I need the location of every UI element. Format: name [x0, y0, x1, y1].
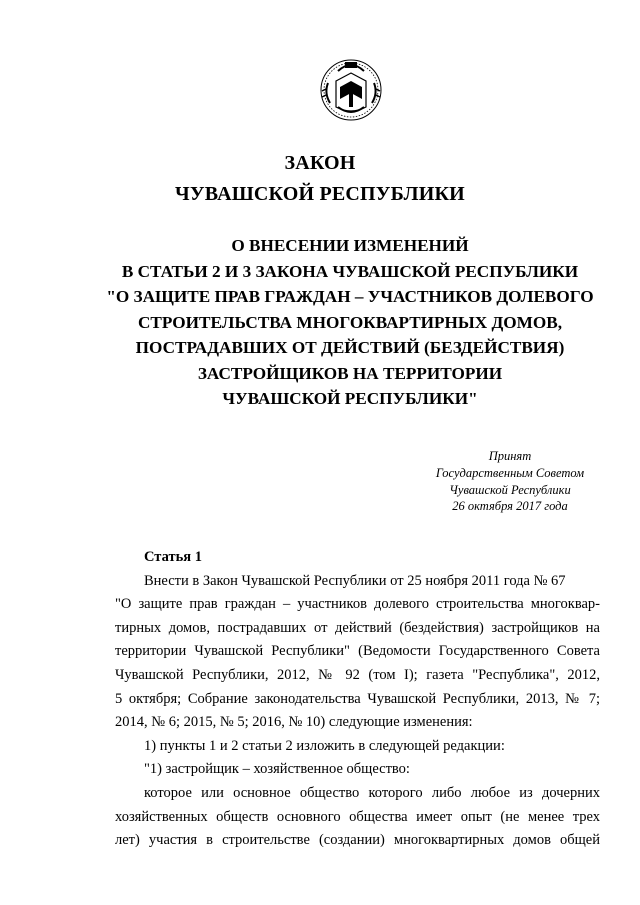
- law-title: [0, 148, 640, 210]
- chuvash-republic-emblem-icon: [316, 53, 386, 123]
- article-line: территории Чувашской Республики" (Ведомости Государственного Совета: [115, 643, 600, 660]
- subtitle-line: ЗАСТРОЙЩИКОВ НА ТЕРРИТОРИИ: [197, 363, 503, 383]
- adoption-date: 26 октября 2017 года: [452, 499, 568, 514]
- subtitle-line: ПОСТРАДАВШИХ ОТ ДЕЙСТВИЙ (БЕЗДЕЙСТВИЯ): [135, 338, 565, 357]
- subtitle-line: СТРОИТЕЛЬСТВА МНОГОКВАРТИРНЫХ ДОМОВ,: [137, 312, 563, 332]
- article-line: лет) участия в строительстве (создании) многоквартирных домов общей: [115, 832, 600, 849]
- article-line: "О защите прав граждан – участников долевого строительства многоквар-: [115, 596, 600, 613]
- article-body: [115, 546, 600, 853]
- law-subtitle: [60, 233, 640, 412]
- article-line: которое или основное общество которого либо любое из дочерних: [144, 784, 600, 801]
- adoption-line: Чувашской Республики: [449, 482, 571, 497]
- article-line: тирных домов, пострадавших от действий (бездействия) застройщиков на: [115, 619, 600, 636]
- adoption-line: Принят: [488, 449, 532, 463]
- subtitle-line: В СТАТЬИ 2 И 3 ЗАКОНА ЧУВАШСКОЙ РЕСПУБЛИКИ: [121, 261, 579, 281]
- article-line: "1) застройщик – хозяйственное общество:: [144, 761, 410, 778]
- article-line: 5 октября; Собрание законодательства Чувашской Республики, 2013, № 7;: [115, 690, 600, 707]
- adoption-line: Государственным Советом: [435, 465, 585, 480]
- adoption-note: [400, 448, 620, 515]
- article-line: 2014, № 6; 2015, № 5; 2016, № 10) следующие изменения:: [115, 714, 473, 731]
- subtitle-line: ЧУВАШСКОЙ РЕСПУБЛИКИ": [222, 389, 478, 408]
- law-title-line1: ЗАКОН: [284, 152, 356, 174]
- subtitle-line: "О ЗАЩИТЕ ПРАВ ГРАЖДАН – УЧАСТНИКОВ ДОЛЕВОГО: [106, 287, 594, 306]
- law-title-line2: ЧУВАШСКОЙ РЕСПУБЛИКИ: [175, 183, 465, 205]
- article-line: Внести в Закон Чувашской Республики от 25 ноября 2011 года № 67: [144, 572, 566, 589]
- emblem: [316, 53, 386, 123]
- subtitle-line: О ВНЕСЕНИИ ИЗМЕНЕНИЙ: [231, 236, 469, 255]
- article-line: 1) пункты 1 и 2 статьи 2 изложить в следующей редакции:: [144, 737, 505, 754]
- article-line: хозяйственных обществ основного общества имеет опыт (не менее трех: [115, 808, 600, 825]
- article-heading: Статья 1: [144, 549, 202, 565]
- article-line: Чувашской Республики, 2012, № 92 (том I); газета "Республика", 2012,: [115, 666, 600, 683]
